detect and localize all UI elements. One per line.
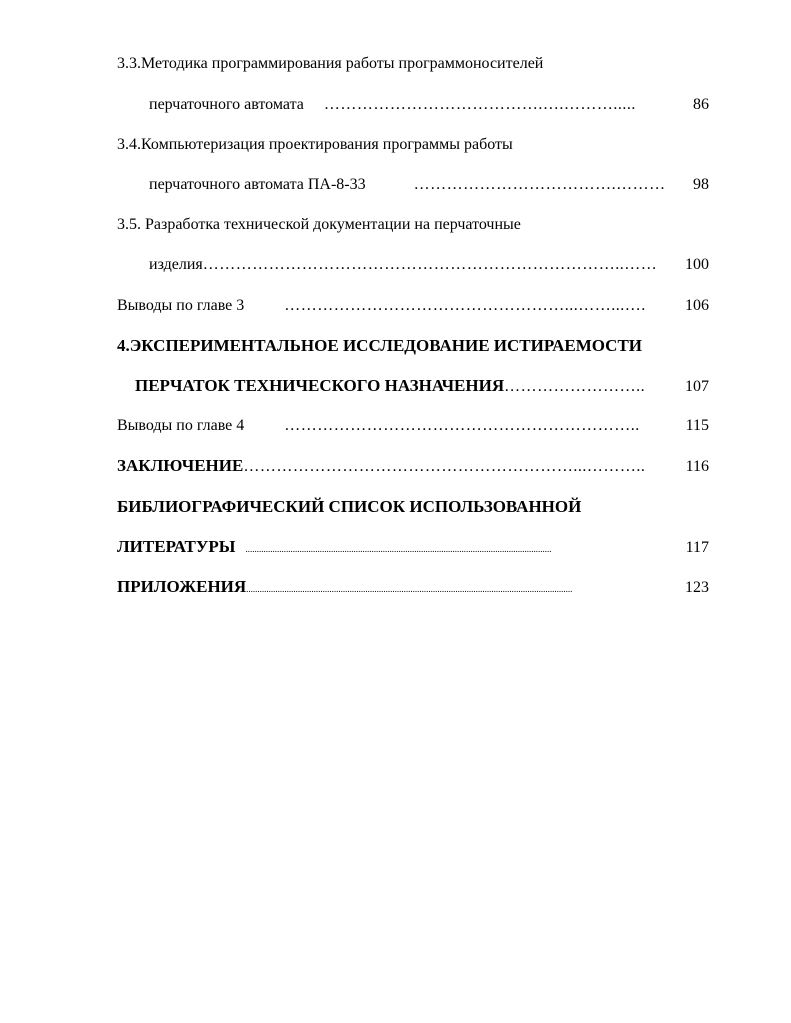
toc-entry-title: БИБЛИОГРАФИЧЕСКИЙ СПИСОК ИСПОЛЬЗОВАННОЙ bbox=[117, 497, 582, 516]
dot-leader: ……………………………………………………...……….. bbox=[243, 458, 646, 475]
toc-entry-3-5 bbox=[149, 253, 709, 277]
dot-leader: ………………………………….….………..... bbox=[323, 96, 636, 113]
toc-entry-title: 3.5. Разработка технической документации на перчаточные bbox=[117, 216, 521, 233]
toc-entry-title: Выводы по главе 4 bbox=[117, 417, 245, 434]
toc-entry-title: ПЕРЧАТОК ТЕХНИЧЕСКОГО НАЗНАЧЕНИЯ bbox=[135, 376, 505, 395]
toc-entry-title: перчаточного автомата bbox=[149, 96, 304, 113]
page-number: 116 bbox=[685, 458, 709, 475]
toc-entry-title: перчаточного автомата ПА-8-33 bbox=[149, 176, 366, 193]
page-number: 100 bbox=[685, 256, 709, 273]
page-number: 115 bbox=[685, 417, 709, 434]
toc-entry-3-4 bbox=[149, 173, 709, 197]
page-number: 106 bbox=[685, 297, 709, 314]
dot-leader: ……………………………………………...……...…. bbox=[284, 297, 646, 314]
toc-entry-3-4-heading bbox=[117, 133, 709, 157]
dot-leader: ........................................................................................................................................ bbox=[245, 544, 552, 554]
dot-leader: …………………….. bbox=[504, 378, 646, 395]
toc-entry-title: 4.ЭКСПЕРИМЕНТАЛЬНОЕ ИССЛЕДОВАНИЕ ИСТИРАЕМОСТИ bbox=[117, 336, 643, 355]
toc-entry-title: 3.3.Методика программирования работы программоносителей bbox=[117, 55, 544, 72]
toc-entry-title: ЛИТЕРАТУРЫ bbox=[117, 537, 236, 556]
dot-leader: ................................................................................................................................................. bbox=[246, 584, 573, 594]
toc-entry-bibliography-heading bbox=[117, 495, 709, 519]
toc-entry-conclusion bbox=[117, 454, 709, 478]
page-number: 117 bbox=[685, 539, 709, 556]
toc-entry-title: изделия bbox=[149, 256, 203, 273]
toc-entry-bibliography bbox=[117, 535, 709, 559]
toc-entry-chapter-4-heading bbox=[117, 334, 709, 358]
toc-entry-conclusions-3 bbox=[117, 294, 709, 318]
dot-leader: ……………………………….……… bbox=[413, 176, 666, 193]
page-number: 98 bbox=[693, 176, 709, 193]
page-number: 107 bbox=[685, 378, 709, 395]
toc-entry-title: Выводы по главе 3 bbox=[117, 297, 245, 314]
toc-entry-3-5-heading bbox=[117, 213, 709, 237]
toc-entry-3-3 bbox=[149, 93, 709, 117]
page-number: 86 bbox=[693, 96, 709, 113]
page-number: 123 bbox=[685, 579, 709, 596]
dot-leader: ……………………………………………………….. bbox=[284, 417, 640, 434]
toc-entry-chapter-4 bbox=[135, 374, 709, 398]
toc-entry-conclusions-4 bbox=[117, 414, 709, 438]
toc-entry-title: ПРИЛОЖЕНИЯ bbox=[117, 577, 247, 596]
toc-entry-appendices bbox=[117, 575, 709, 599]
toc-entry-title: ЗАКЛЮЧЕНИЕ bbox=[117, 456, 244, 475]
toc-entry-title: 3.4.Компьютеризация проектирования программы работы bbox=[117, 136, 513, 153]
toc-entry-3-3-heading bbox=[117, 52, 709, 76]
dot-leader: …………………………………………………………………..…… bbox=[202, 256, 658, 273]
